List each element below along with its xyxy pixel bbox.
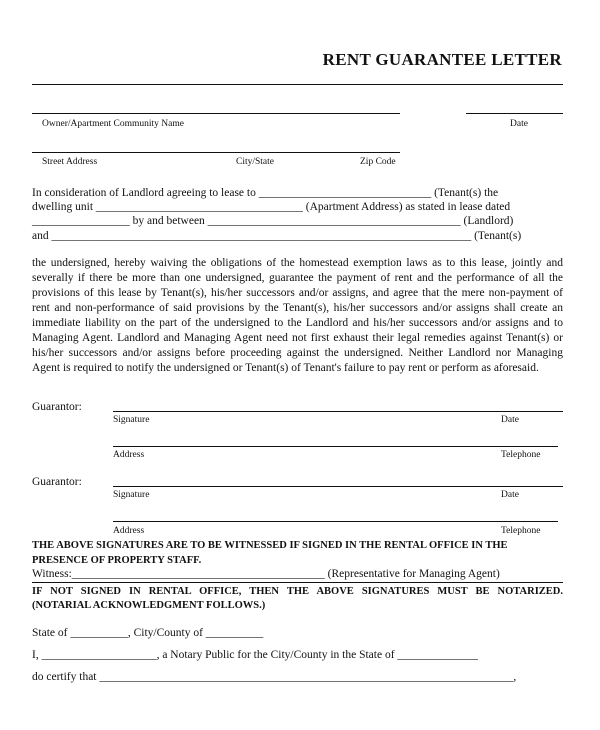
witness-line: Witness:____________________________________________ (Representative for Managing Agent)	[32, 568, 500, 580]
guarantor-label-2: Guarantor:	[32, 476, 82, 488]
guarantor-2-address-label: Address	[113, 526, 145, 536]
notary-public-line: I, ____________________, a Notary Public for the City/County in the State of ______________	[32, 649, 478, 661]
guarantor-1-date-label: Date	[501, 415, 519, 425]
consideration-line-2: dwelling unit ____________________________________ (Apartment Address) as stated in lease dated	[32, 201, 511, 213]
consideration-line-4: and _________________________________________________________________________ (Tenant(s)	[32, 230, 522, 242]
guarantor-2-date-label: Date	[501, 490, 519, 500]
guarantor-1-telephone-label: Telephone	[501, 450, 541, 460]
witness-notice: THE ABOVE SIGNATURES ARE TO BE WITNESSED IF SIGNED IN THE RENTAL OFFICE IN THE PRESENCE OF PROPERTY STAFF.	[32, 540, 508, 566]
zip-code-label: Zip Code	[360, 157, 396, 167]
guarantee-body-paragraph: the undersigned, hereby waiving the obligations of the homestead exemption laws as to this lease, jointly and severally if there be more than one undersigned, guarantee the payment of rent and the performance of all the provisions of this lease by Tenant(s), his/her successors and/or assigns, and agree that the mere non-payment of rent and non-performance of said provisions by the Tenant(s), his/her successors and/or assigns shall create an immediate liability on the part of the undersigned to the Landlord and his/her successors and/or assigns and to Managing Agent. Landlord and Managing Agent need not first exhaust their legal remedies against Tenant(s) or his/her successors and/or assigns before proceeding against the undersigned. Neither Landlord nor Managing Agent is required to notify the undersigned or Tenant(s) of Tenant's failure to pay rent or perform as aforesaid.	[32, 257, 563, 374]
guarantor-1-address-label: Address	[113, 450, 145, 460]
address-line[interactable]	[32, 152, 400, 153]
owner-name-line[interactable]	[32, 113, 400, 114]
guarantor-1-signature-label: Signature	[113, 415, 150, 425]
guarantor-label-1: Guarantor:	[32, 401, 82, 413]
witness-divider	[32, 582, 563, 583]
date-line[interactable]	[466, 113, 563, 114]
document-title: RENT GUARANTEE LETTER	[322, 50, 562, 69]
notarize-notice: IF NOT SIGNED IN RENTAL OFFICE, THEN THE ABOVE SIGNATURES MUST BE NOTARIZED.	[32, 586, 563, 597]
guarantor-2-telephone-label: Telephone	[501, 526, 541, 536]
guarantor-1-address-line[interactable]	[113, 446, 558, 447]
owner-name-label: Owner/Apartment Community Name	[42, 119, 184, 129]
notary-certify-line: do certify that ________________________________________________________________________,	[32, 671, 517, 683]
consideration-line-1: In consideration of Landlord agreeing to lease to ______________________________ (Tenant(s) the	[32, 187, 499, 199]
consideration-line-3: _________________ by and between ____________________________________________ (Landlord)	[32, 215, 514, 227]
guarantor-1-signature-line[interactable]	[113, 411, 563, 412]
title-underline	[32, 84, 563, 85]
street-address-label: Street Address	[42, 157, 98, 167]
date-label: Date	[510, 119, 528, 129]
city-state-label: City/State	[236, 157, 274, 167]
guarantor-2-address-line[interactable]	[113, 521, 558, 522]
notarial-acknowledgment: (NOTARIAL ACKNOWLEDGMENT FOLLOWS.)	[32, 600, 266, 611]
guarantor-2-signature-label: Signature	[113, 490, 150, 500]
notary-state-line: State of __________, City/County of __________	[32, 627, 264, 639]
guarantor-2-signature-line[interactable]	[113, 486, 563, 487]
